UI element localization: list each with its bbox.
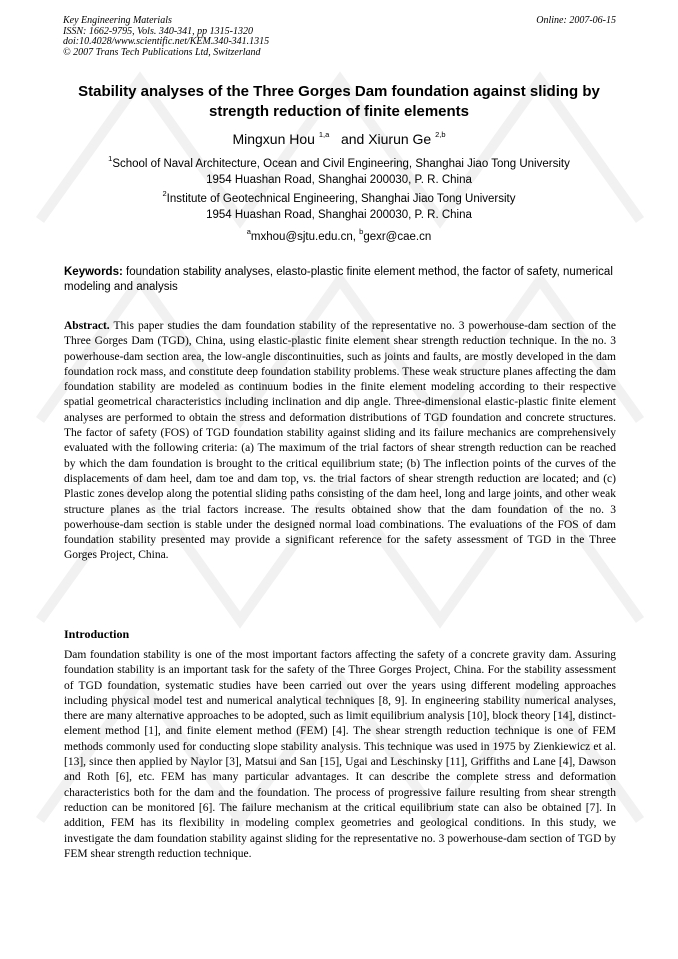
author-superscript: 2,b <box>435 130 446 140</box>
section-heading-introduction: Introduction <box>64 627 130 641</box>
keywords-text: foundation stability analyses, elasto-plastic finite element method, the factor of safety, numerical modeling and analysis <box>64 266 613 293</box>
affiliation-address: 1954 Huashan Road, Shanghai 200030, P. R. China <box>206 174 472 186</box>
affiliation-1 <box>50 156 628 188</box>
abstract-label: Abstract. <box>64 320 110 332</box>
email-superscript: b <box>359 227 364 237</box>
email-address: mxhou@sjtu.edu.cn, <box>250 231 356 243</box>
author-superscript: 1,a <box>318 130 330 140</box>
online-date: Online: 2007-06-15 <box>536 15 616 26</box>
journal-doi: doi:10.4028/www.scientific.net/KEM.340-341.1315 <box>63 36 270 47</box>
author-conjunction: and <box>340 131 365 147</box>
affiliation-text: Institute of Geotechnical Engineering, Shanghai Jiao Tong University <box>166 193 516 205</box>
keywords-label: Keywords: <box>64 266 123 278</box>
author-line <box>50 130 628 148</box>
paper-title: Stability analyses of the Three Gorges Dam foundation against sliding by strength reduction of finite elements <box>78 83 600 120</box>
author-name: Mingxun Hou <box>232 131 315 147</box>
journal-issn: ISSN: 1662-9795, Vols. 340-341, pp 1315-1320 <box>63 25 253 37</box>
journal-name: Key Engineering Materials <box>63 15 172 26</box>
affiliation-address: 1954 Huashan Road, Shanghai 200030, P. R. China <box>206 209 472 221</box>
email-address: gexr@cae.cn <box>363 231 432 243</box>
email-line <box>50 229 628 245</box>
journal-copyright: © 2007 Trans Tech Publications Ltd, Switzerland <box>63 46 261 58</box>
journal-header <box>63 16 269 58</box>
abstract-block <box>64 319 616 564</box>
affiliation-text: School of Naval Architecture, Ocean and Civil Engineering, Shanghai Jiao Tong University <box>112 158 570 170</box>
introduction-paragraph: Dam foundation stability is one of the most important factors affecting the safety of a concrete gravity dam. Assuring foundation stability is an important task for the safety of the Three Gorges Project, China. For the stability assessment of TGD foundation, systematic studies have been carried out over the years using different modeling approaches including physical model test and numerical analytical techniques [8, 9]. In engineering stability numerical analyses, there are many alternative approaches to be adopted, such as limit equilibrium analysis [10], block theory [14], distinct-element method [1], and finite element method (FEM) [4]. The shear strength reduction technique is one of FEM methods commonly used for conducting slope stability analysis. This technique was used in 1975 by Zienkiewicz et al. [13], since then applied by Naylor [3], Matsui and San [15], Ugai and Leschinsky [11], Griffiths and Lane [4], Dawson and Roth [6], etc. FEM has many particular advantages. It can describe the complete stress and deformation characteristics both for the dam and the foundation. The process of progressive failure resulting from shear strength reduction can be monitored [6]. The failure mechanism at the critical equilibrium state can also be obtained [7]. In addition, FEM has its flexibility in modeling complex geometries and geological conditions. In this study, we investigate the dam foundation stability against sliding for the representative no. 3 powerhouse-dam section of TGD by FEM shear strength reduction technique. <box>64 649 616 860</box>
affiliation-superscript: 2 <box>162 189 167 199</box>
email-superscript: a <box>246 227 251 237</box>
abstract-text: This paper studies the dam foundation stability of the representative no. 3 powerhouse-dam section of the Three Gorges Dam (TGD), China, using elastic-plastic finite element shear strength reduction technique. In the no. 3 powerhouse-dam section area, the low-angle discontinuities, such as joints and faults, are mostly developed in the dam foundation rock mass, and constitute deep foundation stability problems. These weak structure planes affecting the dam foundation stability are modeled as continuum bodies in the finite element modeling according to their respective spatial geometrical characteristics including inclination and dip angle. Three-dimensional elastic-plastic finite element analyses are performed to obtain the stress and deformation distributions of TGD foundation and concrete structures. The factor of safety (FOS) of TGD foundation stability against sliding and its failure mechanics are comprehensively evaluated with the following criteria: (a) The maximum of the trial factors of shear strength reduction can be reached by which the dam foundation is brought to the critical equilibrium state; (b) The inflection points of the curves of the displacements of dam heel, dam toe and dam top, vs. the trial factors of shear strength reduction are located; and (c) Plastic zones develop along the potential sliding paths consisting of the dam heel, long and large joints, and other weak structure planes as the trial factors increase. The results obtained show that the dam foundation of the no. 3 powerhouse-dam section is stable under the designed normal load combinations. The evaluations of the FOS of dam foundation stability presented may provide a significant reference for the safety assessment of TGD in the Three Gorges Project, China. <box>64 320 616 562</box>
author-name: Xiurun Ge <box>368 131 432 147</box>
keywords-block <box>64 265 616 295</box>
affiliation-2 <box>50 191 628 223</box>
affiliation-superscript: 1 <box>108 154 113 164</box>
